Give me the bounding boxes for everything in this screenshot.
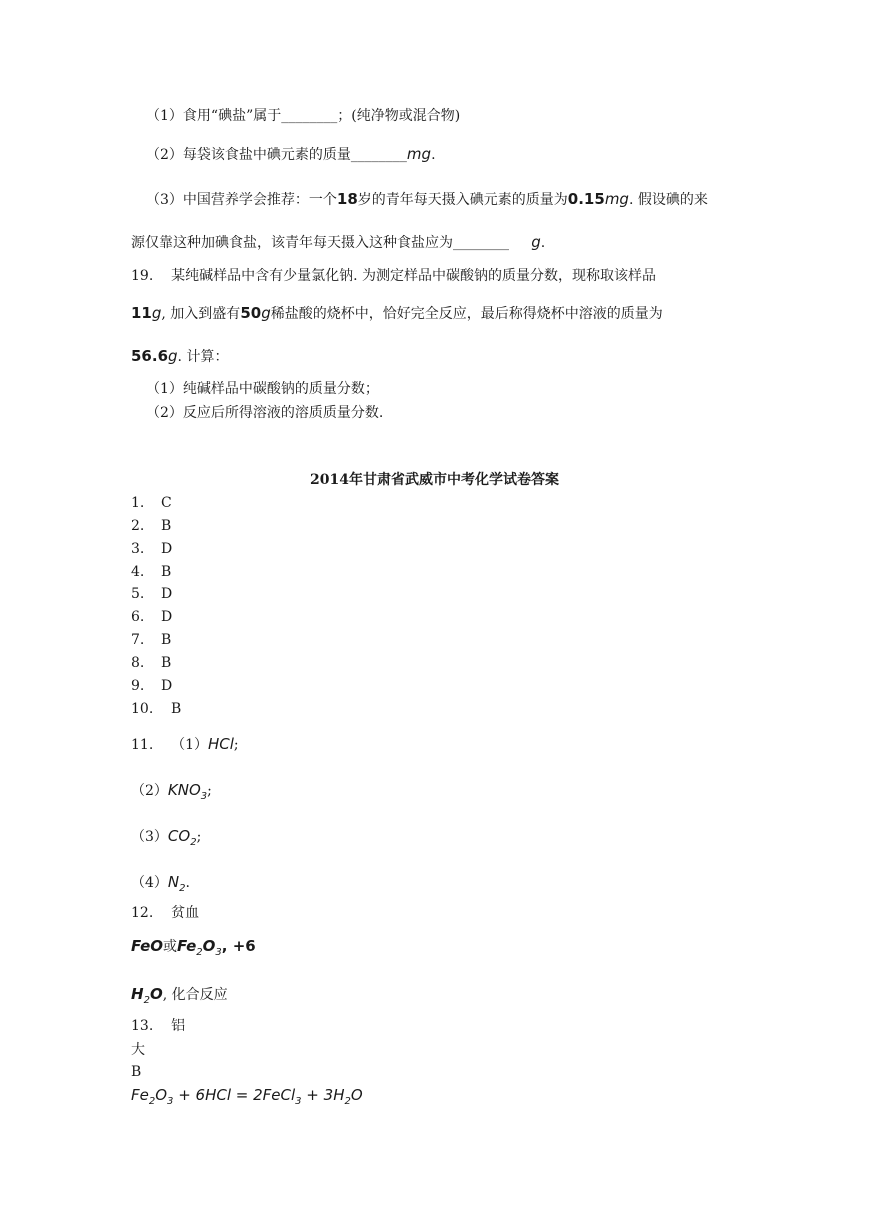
q18-3-blank: ________ bbox=[453, 235, 509, 251]
answer-12-fe2o3-fe: Fe bbox=[177, 937, 197, 955]
answer-11-3-sub: 2 bbox=[190, 836, 197, 848]
eq-o: O bbox=[350, 1086, 363, 1104]
answer-item bbox=[131, 562, 171, 582]
q18-2-end: . bbox=[431, 147, 436, 163]
eq-h-sub: 2 bbox=[344, 1095, 351, 1107]
answer-13-value3: B bbox=[131, 1064, 142, 1080]
q19-line3 bbox=[131, 346, 228, 367]
q18-3-unit2: g bbox=[531, 233, 541, 251]
answer-12-value: 贫血 bbox=[171, 905, 200, 921]
eq-fe-o: O bbox=[155, 1086, 168, 1104]
q19-mass3: 56.6 bbox=[131, 347, 169, 365]
answer-11-3-formula: CO bbox=[167, 827, 191, 845]
answer-item bbox=[131, 539, 172, 559]
answer-13-line3 bbox=[131, 1062, 141, 1082]
answer-13-number: 13. bbox=[131, 1018, 154, 1034]
answer-13 bbox=[131, 1016, 185, 1036]
q19-mass3-unit: g bbox=[168, 347, 178, 365]
answer-number: 9. bbox=[131, 678, 145, 694]
q18-3-unit: mg bbox=[604, 190, 629, 208]
answer-value: D bbox=[161, 678, 173, 694]
q19-mass2: 50 bbox=[240, 304, 262, 322]
answer-number: 7. bbox=[131, 632, 145, 648]
answer-11-2-sep: ; bbox=[207, 783, 212, 799]
answer-13-line2 bbox=[131, 1040, 145, 1060]
q18-3 bbox=[146, 189, 708, 210]
q18-3-end: . bbox=[540, 235, 546, 251]
q18-1 bbox=[146, 106, 460, 126]
answer-11-1-sep: ; bbox=[233, 737, 239, 753]
answer-12-or: 或 bbox=[163, 939, 178, 955]
answer-11-1 bbox=[131, 734, 239, 755]
eq-plus2: + 3 bbox=[301, 1086, 334, 1104]
answer-number: 6. bbox=[131, 609, 145, 625]
answer-13-equation bbox=[131, 1085, 363, 1112]
q19-sub2 bbox=[146, 403, 383, 423]
q18-3-cont bbox=[131, 232, 545, 253]
q19-mass2-unit: g bbox=[261, 304, 271, 322]
answer-12-fe2o3-o: O bbox=[202, 937, 216, 955]
answer-item bbox=[131, 699, 181, 719]
q18-3-amount: 0.15 bbox=[567, 190, 605, 208]
answer-11-1-label: （1） bbox=[171, 737, 208, 753]
answer-value: B bbox=[171, 701, 182, 717]
answer-value: C bbox=[161, 495, 172, 511]
answer-12-h: H bbox=[131, 985, 144, 1003]
answer-value: B bbox=[161, 518, 172, 534]
eq-equals: = 2 bbox=[231, 1086, 263, 1104]
q19-sub1 bbox=[146, 379, 379, 399]
q19-sub1-text: （1）纯碱样品中碳酸钠的质量分数； bbox=[146, 381, 379, 397]
answer-item bbox=[131, 676, 172, 696]
q18-1-blank: ________ bbox=[281, 108, 338, 124]
answer-item bbox=[131, 630, 171, 650]
answer-number: 10. bbox=[131, 701, 154, 717]
answer-item bbox=[131, 493, 172, 513]
answer-12-h-sub: 2 bbox=[143, 994, 150, 1006]
answer-12-o: O bbox=[149, 985, 163, 1003]
q19-line1 bbox=[131, 266, 656, 286]
q18-3-text: （3）中国营养学会推荐：一个 bbox=[146, 192, 337, 208]
eq-fe-sub2: 3 bbox=[167, 1095, 174, 1107]
eq-hcl: HCl bbox=[205, 1086, 231, 1104]
answer-11-1-formula: HCl bbox=[208, 735, 234, 753]
answer-number: 2. bbox=[131, 518, 145, 534]
answer-12-number: 12. bbox=[131, 905, 154, 921]
answer-11-4-sep: . bbox=[185, 875, 190, 891]
eq-fe-sub1: 2 bbox=[148, 1095, 156, 1107]
answer-11-4-formula: N bbox=[167, 873, 180, 891]
answer-number: 8. bbox=[131, 655, 145, 671]
eq-h: H bbox=[333, 1086, 345, 1104]
answer-12-valence: , +6 bbox=[221, 937, 256, 955]
answer-12-fe2o3-sub1: 2 bbox=[196, 946, 203, 958]
answer-value: D bbox=[161, 609, 173, 625]
q19-text1: 某纯碱样品中含有少量氯化钠. 为测定样品中碳酸钠的质量分数，现称取该样品 bbox=[171, 268, 656, 284]
answer-11-2-sub: 3 bbox=[200, 790, 208, 802]
q19-text2b: 稀盐酸的烧杯中，恰好完全反应，最后称得烧杯中溶液的质量为 bbox=[270, 306, 663, 322]
q19-mass1: 11 bbox=[131, 304, 152, 322]
answer-12-feo: FeO bbox=[131, 937, 164, 955]
eq-fecl: FeCl bbox=[262, 1086, 296, 1104]
answer-11-3 bbox=[131, 826, 201, 853]
answer-13-value2: 大 bbox=[131, 1042, 145, 1058]
q19-mass1-unit: g bbox=[151, 304, 162, 322]
answer-12-fe2o3-sub2: 3 bbox=[215, 946, 222, 958]
q18-2-unit: mg bbox=[406, 145, 432, 163]
q18-1-text: （1）食用“碘盐”属于 bbox=[146, 108, 282, 124]
q18-2-text: （2）每袋该食盐中碘元素的质量 bbox=[146, 147, 351, 163]
answer-11-4-label: （4） bbox=[131, 875, 168, 891]
answer-11-2 bbox=[131, 780, 212, 807]
eq-fecl-sub: 3 bbox=[295, 1095, 302, 1107]
q19-text2a: , 加入到盛有 bbox=[161, 306, 241, 322]
eq-plus1: + 6 bbox=[173, 1086, 206, 1104]
answer-11-4-sub: 2 bbox=[179, 882, 186, 894]
answer-13-value1: 铝 bbox=[171, 1018, 186, 1034]
answer-12 bbox=[131, 903, 199, 923]
answer-value: B bbox=[161, 632, 172, 648]
answer-item bbox=[131, 516, 171, 536]
answer-12-water bbox=[131, 984, 228, 1011]
q18-3-age: 18 bbox=[336, 190, 358, 208]
answer-number: 4. bbox=[131, 564, 145, 580]
answer-item bbox=[131, 584, 172, 604]
answer-value: D bbox=[161, 541, 173, 557]
answer-value: D bbox=[161, 586, 173, 602]
answers-title: 2014年甘肃省武威市中考化学试卷答案 bbox=[310, 472, 559, 488]
q19-sub2-text: （2）反应后所得溶液的溶质质量分数. bbox=[146, 405, 384, 421]
q18-2-blank: ________ bbox=[350, 147, 407, 163]
q19-line2 bbox=[131, 303, 663, 324]
answer-12-reaction-type: , 化合反应 bbox=[162, 987, 228, 1003]
answer-11-3-sep: ; bbox=[196, 829, 202, 845]
eq-fe: Fe bbox=[131, 1086, 149, 1104]
answer-number: 5. bbox=[131, 586, 145, 602]
answer-value: B bbox=[161, 564, 172, 580]
answer-11-number: 11. bbox=[131, 737, 154, 753]
q18-1-hint: ；(纯净物或混合物) bbox=[337, 108, 461, 124]
answer-item bbox=[131, 653, 171, 673]
q18-3-line2: 源仅靠这种加碘食盐，该青年每天摄入这种食盐应为 bbox=[131, 235, 453, 251]
q18-3-mid: 岁的青年每天摄入碘元素的质量为 bbox=[357, 192, 568, 208]
answer-11-3-label: （3） bbox=[131, 829, 168, 845]
answer-12-formulas bbox=[131, 936, 256, 963]
answer-number: 1. bbox=[131, 495, 145, 511]
q18-3-post: . 假设碘的来 bbox=[628, 192, 708, 208]
answer-value: B bbox=[161, 655, 172, 671]
answer-item bbox=[131, 607, 172, 627]
answer-11-4 bbox=[131, 872, 190, 899]
answer-number: 3. bbox=[131, 541, 145, 557]
answer-11-2-label: （2） bbox=[131, 783, 168, 799]
q19-text3: . 计算： bbox=[177, 349, 229, 365]
q18-2 bbox=[146, 144, 436, 165]
answer-11-2-formula: KNO bbox=[167, 781, 201, 799]
q19-number: 19. bbox=[131, 268, 154, 284]
